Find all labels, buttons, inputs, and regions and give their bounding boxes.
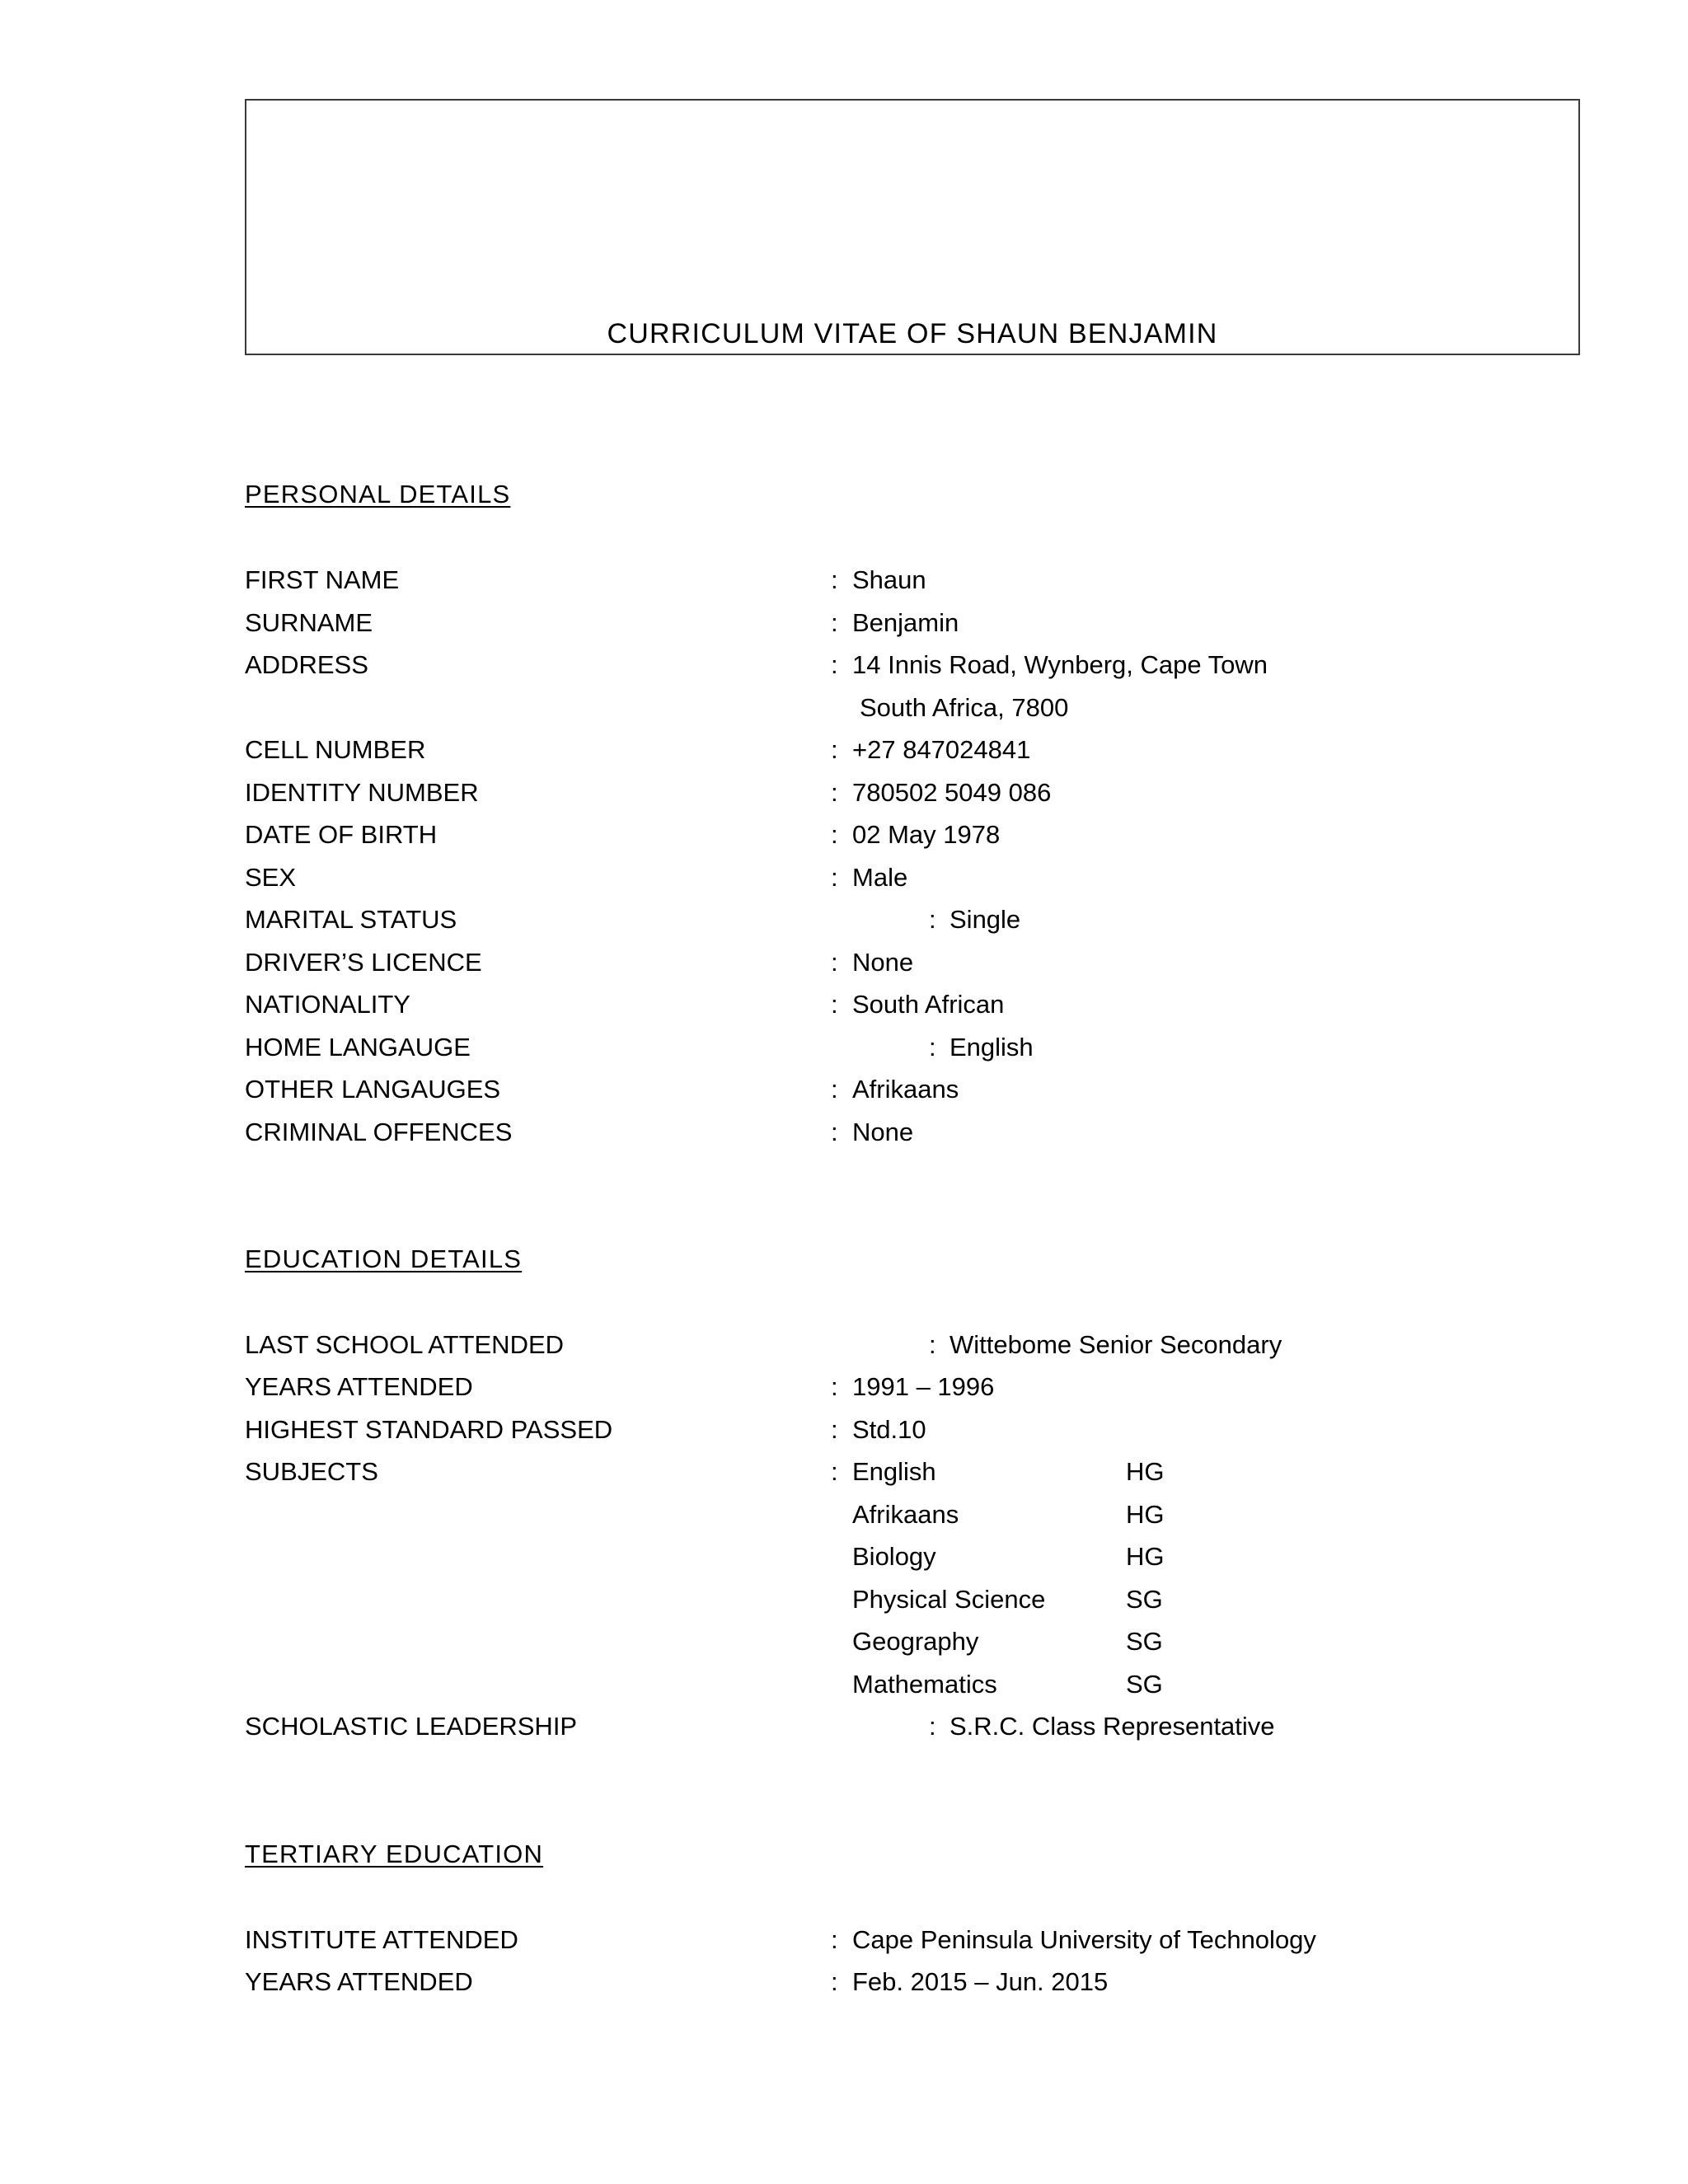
subject-grade: HG xyxy=(1126,1500,1165,1529)
last-school-label: LAST SCHOOL ATTENDED xyxy=(245,1330,565,1359)
subject-grade: SG xyxy=(1126,1670,1163,1699)
school-years-label: YEARS ATTENDED xyxy=(245,1372,473,1401)
subject-name: Afrikaans xyxy=(852,1500,959,1529)
subject-name: Biology xyxy=(852,1542,936,1571)
identity-number-label: IDENTITY NUMBER xyxy=(245,778,479,807)
education-details-heading: EDUCATION DETAILS xyxy=(245,1244,523,1273)
scholastic-leadership-label: SCHOLASTIC LEADERSHIP xyxy=(245,1712,578,1741)
colon: : xyxy=(831,948,838,977)
subject-name: Physical Science xyxy=(852,1585,1046,1614)
surname-value: Benjamin xyxy=(852,608,959,637)
address-label: ADDRESS xyxy=(245,650,368,679)
other-languages-label: OTHER LANGAUGES xyxy=(245,1075,501,1104)
colon: : xyxy=(831,1925,838,1954)
colon: : xyxy=(831,1075,838,1104)
nationality-label: NATIONALITY xyxy=(245,990,410,1019)
subject-name: Geography xyxy=(852,1627,979,1656)
drivers-licence-label: DRIVER’S LICENCE xyxy=(245,948,482,977)
subject-name: English xyxy=(852,1457,936,1486)
home-language-label: HOME LANGAUGE xyxy=(245,1033,471,1062)
subject-name: Mathematics xyxy=(852,1670,997,1699)
subject-grade: SG xyxy=(1126,1585,1163,1614)
last-school-value: Wittebome Senior Secondary xyxy=(950,1330,1282,1359)
colon: : xyxy=(831,735,838,764)
colon: : xyxy=(929,1712,936,1741)
cell-number-value: +27 847024841 xyxy=(852,735,1031,764)
institute-attended-label: INSTITUTE ATTENDED xyxy=(245,1925,518,1954)
subject-grade: HG xyxy=(1126,1457,1165,1486)
criminal-offences-label: CRIMINAL OFFENCES xyxy=(245,1118,513,1146)
tertiary-education-heading: TERTIARY EDUCATION xyxy=(245,1840,544,1868)
marital-status-value: Single xyxy=(950,905,1021,934)
title-box xyxy=(245,99,1580,355)
highest-standard-label: HIGHEST STANDARD PASSED xyxy=(245,1415,613,1444)
sex-value: Male xyxy=(852,863,908,892)
date-of-birth-value: 02 May 1978 xyxy=(852,820,1001,849)
colon: : xyxy=(831,1457,838,1486)
colon: : xyxy=(831,565,838,594)
subject-grade: SG xyxy=(1126,1627,1163,1656)
tertiary-years-value: Feb. 2015 – Jun. 2015 xyxy=(852,1967,1109,1996)
colon: : xyxy=(831,1372,838,1401)
first-name-value: Shaun xyxy=(852,565,926,594)
drivers-licence-value: None xyxy=(852,948,914,977)
address-line-1: 14 Innis Road, Wynberg, Cape Town xyxy=(852,650,1268,679)
colon: : xyxy=(831,863,838,892)
scholastic-leadership-value: S.R.C. Class Representative xyxy=(950,1712,1275,1741)
colon: : xyxy=(831,778,838,807)
other-languages-value: Afrikaans xyxy=(852,1075,959,1104)
subject-grade: HG xyxy=(1126,1542,1165,1571)
criminal-offences-value: None xyxy=(852,1118,914,1146)
colon: : xyxy=(831,1967,838,1996)
surname-label: SURNAME xyxy=(245,608,373,637)
sex-label: SEX xyxy=(245,863,297,892)
institute-attended-value: Cape Peninsula University of Technology xyxy=(852,1925,1316,1954)
school-years-value: 1991 – 1996 xyxy=(852,1372,995,1401)
subjects-label: SUBJECTS xyxy=(245,1457,378,1486)
colon: : xyxy=(929,1330,936,1359)
highest-standard-value: Std.10 xyxy=(852,1415,926,1444)
colon: : xyxy=(831,990,838,1019)
home-language-value: English xyxy=(950,1033,1034,1062)
document-title: CURRICULUM VITAE OF SHAUN BENJAMIN xyxy=(607,318,1218,349)
date-of-birth-label: DATE OF BIRTH xyxy=(245,820,438,849)
colon: : xyxy=(831,1415,838,1444)
colon: : xyxy=(831,650,838,679)
cell-number-label: CELL NUMBER xyxy=(245,735,426,764)
address-line-2: South Africa, 7800 xyxy=(860,693,1069,722)
first-name-label: FIRST NAME xyxy=(245,565,400,594)
colon: : xyxy=(929,905,936,934)
tertiary-years-label: YEARS ATTENDED xyxy=(245,1967,473,1996)
personal-details-heading: PERSONAL DETAILS xyxy=(245,480,511,509)
identity-number-value: 780502 5049 086 xyxy=(852,778,1052,807)
colon: : xyxy=(929,1033,936,1062)
colon: : xyxy=(831,820,838,849)
marital-status-label: MARITAL STATUS xyxy=(245,905,457,934)
colon: : xyxy=(831,608,838,637)
colon: : xyxy=(831,1118,838,1146)
nationality-value: South African xyxy=(852,990,1005,1019)
